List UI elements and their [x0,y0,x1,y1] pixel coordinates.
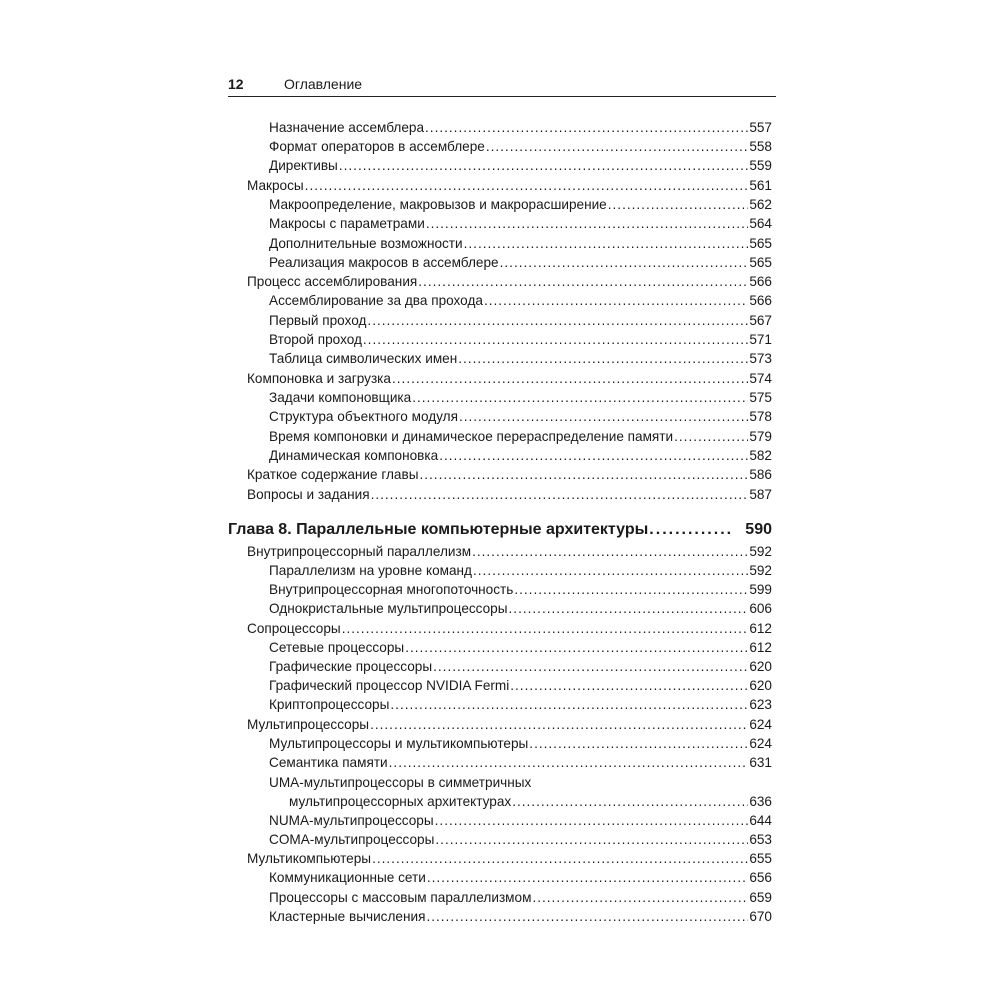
toc-entry-title: Первый проход [269,313,367,328]
toc-entry[interactable] [269,657,772,676]
toc-entry-page: 623 [749,697,772,712]
toc-entry-page: 567 [749,313,772,328]
toc-entry-page: 656 [749,870,772,885]
toc-entry[interactable] [269,676,772,695]
toc-entry[interactable] [269,388,772,407]
toc-entry-page: 557 [749,120,772,135]
toc-entry-title: Макросы с параметрами [269,216,425,231]
dot-leader [532,888,748,907]
dot-leader [372,849,748,868]
toc-entry[interactable] [269,561,772,580]
dot-leader [484,291,748,310]
toc-entry-title: Графические процессоры [269,659,433,674]
toc-entry-page: 636 [749,794,772,809]
dot-leader [510,676,748,695]
toc-entry[interactable] [269,811,772,830]
toc-entry[interactable] [269,695,772,714]
toc-entry[interactable] [247,272,772,291]
toc-entry-page: 599 [749,582,772,597]
toc-entry-page: 565 [749,255,772,270]
toc-entry-page: 574 [749,371,772,386]
dot-leader [419,465,748,484]
toc-entry[interactable] [247,465,772,484]
toc-entry-title: Кластерные вычисления [269,909,426,924]
toc-entry[interactable] [269,868,772,887]
toc-entry[interactable] [269,907,772,926]
toc-entry-title: Реализация макросов в ассемблере [269,255,499,270]
toc-entry-page: 620 [749,659,772,674]
dot-leader [473,561,748,580]
dot-leader [435,811,749,830]
toc-entry-page: 562 [749,197,772,212]
dot-leader [339,156,748,175]
toc-entry-page: 644 [749,813,772,828]
dot-leader [464,234,749,253]
toc-entry-page: 612 [749,621,772,636]
toc-entry-page: 606 [749,601,772,616]
toc-entry[interactable] [269,407,772,426]
toc-entry[interactable] [269,234,772,253]
dot-leader [305,176,749,195]
dot-leader [459,407,748,426]
toc-entry[interactable] [247,849,772,868]
toc-entry-page: 565 [749,236,772,251]
dot-leader [458,349,748,368]
dot-leader [435,830,748,849]
toc-entry[interactable] [269,734,772,753]
toc-entry[interactable] [247,485,772,504]
toc-entry-page: 559 [749,158,772,173]
toc-entry[interactable] [269,253,772,272]
toc-entry[interactable] [247,176,772,195]
toc-entry-page: 659 [749,890,772,905]
toc-entry-title: Дополнительные возможности [269,236,463,251]
toc-entry-page: 561 [749,178,772,193]
dot-leader [363,330,748,349]
toc-entry-title-line1[interactable]: UMA-мультипроцессоры в симметричных [269,775,532,790]
dot-leader [509,599,749,618]
toc-entry-title: Второй проход [269,332,362,347]
toc-entry-page: 566 [749,274,772,289]
running-head-title: Оглавление [284,76,363,92]
dot-leader [427,868,748,887]
toc-entry-page: 586 [749,467,772,482]
toc-entry-page: 582 [749,448,772,463]
toc-entry[interactable] [247,369,772,388]
toc-entry-page: 670 [749,909,772,924]
toc-entry-title: Мультипроцессоры и мультикомпьютеры [269,736,529,751]
toc-entry-page: 587 [749,487,772,502]
toc-entry-page: 592 [749,544,772,559]
dot-leader [412,388,748,407]
dot-leader [472,542,748,561]
toc-entry-title: Коммуникационные сети [269,870,426,885]
dot-leader [674,427,748,446]
dot-leader [367,311,748,330]
toc-entry-title: Структура объектного модуля [269,409,458,424]
toc-entry-title: Формат операторов в ассемблере [269,139,485,154]
dot-leader [392,369,748,388]
toc-entry-page: 575 [749,390,772,405]
toc-entry[interactable] [269,291,772,310]
toc-entry[interactable] [269,638,772,657]
toc-entry-page: 612 [749,640,772,655]
dot-leader [371,485,749,504]
toc-entry-title: Компоновка и загрузка [247,371,391,386]
toc-entry-page: 573 [749,351,772,366]
toc-entry-title: Таблица символических имен [269,351,458,366]
toc-entry-title: Директивы [269,158,338,173]
toc-entry-page: 579 [749,429,772,444]
toc-entry-page: 558 [749,139,772,154]
toc-entry-page: 566 [749,293,772,308]
dot-leader [512,792,748,811]
toc-entry-title: Мультикомпьютеры [247,851,372,866]
toc-entry-title: Сопроцессоры [247,621,341,636]
toc-entry-title: Макроопределение, макровызов и макрорасширение [269,197,607,212]
toc-entry[interactable] [247,619,772,638]
dot-leader [405,638,748,657]
toc-entry[interactable] [269,427,772,446]
toc-entry-title: мультипроцессорных архитектурах [289,794,512,809]
dot-leader [418,272,748,291]
dot-leader [426,907,748,926]
toc-entry-title: Мультипроцессоры [247,717,370,732]
toc-entry-title: Внутрипроцессорная многопоточность [269,582,514,597]
toc-entry[interactable] [269,156,772,175]
toc-entry-page: 592 [749,563,772,578]
dot-leader [439,446,748,465]
dot-leader [649,519,734,541]
toc-entry-title: Однокристальные мультипроцессоры [269,601,508,616]
toc-entry[interactable] [269,214,772,233]
toc-entry-title: Назначение ассемблера [269,120,425,135]
toc-entry[interactable] [269,446,772,465]
toc-entry-title: Параллелизм на уровне команд [269,563,472,578]
toc-entry[interactable] [269,599,772,618]
toc-entry-title: Задачи компоновщика [269,390,412,405]
dot-leader [389,753,749,772]
toc-entry-title: Краткое содержание главы [247,467,419,482]
toc-entry-title: Внутрипроцессорный параллелизм [247,544,472,559]
toc-entry-title: Макросы [247,178,304,193]
toc-entry-title: COMA-мультипроцессоры [269,832,435,847]
toc-entry-title: Ассемблирование за два прохода [269,293,483,308]
toc-entry[interactable] [269,830,772,849]
toc-entry-page: 655 [749,851,772,866]
dot-leader [486,137,748,156]
toc-entry[interactable] [269,888,772,907]
toc-entry-title: Сетевые процессоры [269,640,405,655]
toc-entry[interactable] [269,137,772,156]
toc-entry-title: Семантика памяти [269,755,388,770]
toc-entry[interactable] [247,542,772,561]
toc-entry-page: 624 [749,736,772,751]
toc-entry[interactable] [247,715,772,734]
dot-leader [500,253,749,272]
toc-entry-title: Криптопроцессоры [269,697,390,712]
dot-leader [370,715,748,734]
toc-entry-title: Графический процессор NVIDIA Fermi [269,678,510,693]
toc-entry[interactable] [269,753,772,772]
dot-leader [342,619,749,638]
toc-entry-page: 624 [749,717,772,732]
toc-entry-title: NUMA-мультипроцессоры [269,813,434,828]
toc-entry[interactable] [269,118,772,137]
toc-entry[interactable] [269,330,772,349]
toc-entry-page: 620 [749,678,772,693]
toc-entry-title: Динамическая компоновка [269,448,439,463]
dot-leader [608,195,749,214]
toc-chapter-heading[interactable] [228,519,772,541]
toc-entry-page: 590 [745,521,772,538]
toc-entry-title: Процесс ассемблирования [247,274,418,289]
dot-leader [514,580,748,599]
dot-leader [425,118,748,137]
dot-leader [433,657,748,676]
toc-entry[interactable] [269,580,772,599]
toc-entry-page: 631 [749,755,772,770]
page-number: 12 [228,76,244,92]
toc-entry-title: Глава 8. Параллельные компьютерные архитектуры [228,521,649,538]
toc-entry[interactable] [269,349,772,368]
toc-entry-page: 653 [749,832,772,847]
toc-entry-title: Процессоры с массовым параллелизмом [269,890,532,905]
toc-entry-page: 564 [749,216,772,231]
toc-entry-title: Вопросы и задания [247,487,370,502]
dot-leader [529,734,748,753]
toc-entry[interactable] [289,792,772,811]
toc-entry-page: 571 [749,332,772,347]
toc-entry-page: 578 [749,409,772,424]
toc-entry[interactable] [269,195,772,214]
dot-leader [390,695,748,714]
toc-entry-title: Время компоновки и динамическое перераспределение памяти [269,429,674,444]
dot-leader [426,214,749,233]
toc-entry[interactable] [269,311,772,330]
